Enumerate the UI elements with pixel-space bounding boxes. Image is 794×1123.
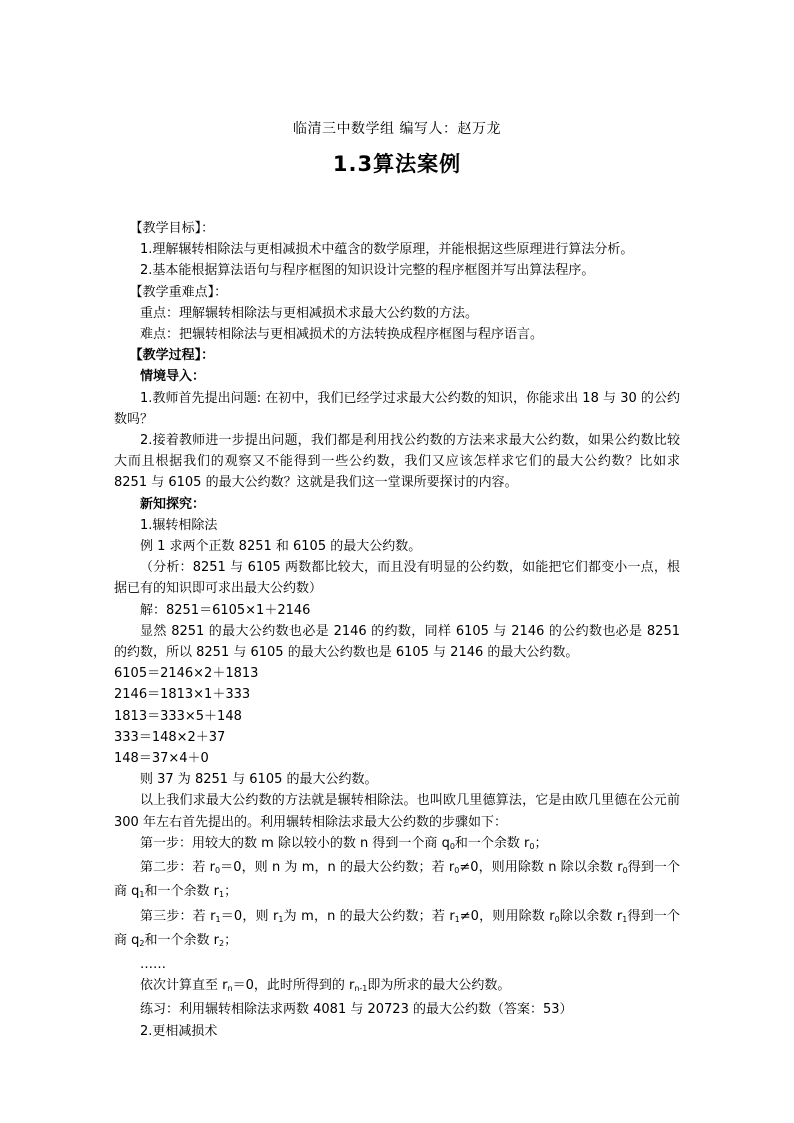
objective-1: 1.理解辗转相除法与更相减损术中蕴含的数学原理，并能根据这些原理进行算法分析。 <box>140 242 634 258</box>
subscript: n-1 <box>354 984 368 994</box>
process-heading: 【教学过程】： <box>129 348 215 364</box>
key-points-heading: 【教学重难点】： <box>129 284 228 300</box>
example-1-analysis: （分析：8251 与 6105 两数都比较大，而且没有明显的公约数，如能把它们都变小一点，根据已有的知识即可求出最大公约数） <box>114 560 680 597</box>
difficult-point: 难点：把辗转相除法与更相减损术的方法转换成程序框图与程序语言。 <box>140 327 544 343</box>
step-3-text: 和一个余数 r <box>144 932 219 948</box>
step-3-text: 得到一个商 q <box>114 908 680 948</box>
step-2-text: ≠0，则用除数 n 除以余数 r <box>459 860 623 876</box>
page-header: 临清三中数学组 编写人：赵万龙 <box>293 121 501 137</box>
section-2-title: 2.更相减损术 <box>140 1023 218 1039</box>
step-2 <box>114 857 680 905</box>
step-1-text: 第一步：用较大的数 m 除以较小的数 n 得到一个商 q <box>140 835 450 851</box>
step-3-text: ； <box>224 932 238 948</box>
subscript: 1 <box>218 890 225 900</box>
ellipsis: …… <box>140 956 166 972</box>
subscript: n <box>227 984 233 994</box>
objective-2: 2.基本能根据算法语句与程序框图的知识设计完整的程序框图并写出算法程序。 <box>140 263 595 279</box>
step-3-text: 除以余数 r <box>559 908 623 924</box>
equation-5: 148＝37×4＋0 <box>114 751 209 767</box>
subscript: 1 <box>454 914 460 924</box>
subscript: 1 <box>278 914 284 924</box>
equation-1: 6105＝2146×2＋1813 <box>114 666 259 682</box>
intro-paragraph-2: 2.接着教师进一步提出问题，我们都是利用找公约数的方法来求最大公约数，如果公约数比较大而且根据我们的观察又不能得到一些公约数，我们又应该怎样求它们的最大公约数？比如求 8251 与 6105 的最大公约数？这就是我们这一堂课所要探讨的内容。 <box>114 433 680 491</box>
equation-2: 2146＝1813×1＋333 <box>114 687 251 703</box>
final-step-text: 即为所求的最大公约数。 <box>367 978 511 994</box>
step-1-text: ； <box>534 835 548 851</box>
document-body <box>114 218 680 1042</box>
step-3-text: 为 m，n 的最大公约数；若 r <box>283 908 455 924</box>
objectives-heading: 【教学目标】： <box>129 221 215 236</box>
page-title: 1.3算法案例 <box>332 152 462 176</box>
subscript: 2 <box>218 938 225 948</box>
section-1-title: 1.辗转相除法 <box>140 517 218 533</box>
step-3-text: ＝0，则 r <box>220 908 279 924</box>
step-1-text: 和一个余数 r <box>454 835 530 851</box>
subscript: 0 <box>529 841 535 851</box>
step-3-text: ≠0，则用除数 r <box>459 908 555 924</box>
intro-heading: 情境导入： <box>140 369 206 385</box>
step-2-text: 得到一个商 q <box>114 860 681 900</box>
final-step-text: ＝0，此时所得到的 r <box>232 978 355 994</box>
euclid-paragraph: 以上我们求最大公约数的方法就是辗转相除法。也叫欧几里德算法，它是由欧几里德在公元前 300 年左右首先提出的。利用辗转相除法求最大公约数的步骤如下： <box>114 793 680 830</box>
step-3 <box>114 906 680 954</box>
solution-line: 解：8251＝6105×1＋2146 <box>140 602 311 618</box>
final-step <box>114 975 680 999</box>
new-knowledge-heading: 新知探究： <box>140 496 206 512</box>
intro-paragraph-1: 1.教师首先提出问题: 在初中，我们已经学过求最大公约数的知识，你能求出 18 与 30 的公约数吗？ <box>114 390 680 427</box>
practice-line: 练习：利用辗转相除法求两数 4081 与 20723 的最大公约数（答案：53） <box>140 1002 573 1018</box>
subscript: 0 <box>214 866 221 876</box>
subscript: 2 <box>139 938 145 948</box>
subscript: 0 <box>554 914 560 924</box>
equation-3: 1813＝333×5＋148 <box>114 708 242 724</box>
step-2-text: ； <box>224 884 238 900</box>
subscript: 0 <box>622 866 628 876</box>
subscript: 1 <box>139 890 145 900</box>
step-2-text: 第二步：若 r <box>140 860 215 876</box>
step-2-text: ＝0，则 n 为 m，n 的最大公约数；若 r <box>220 860 455 876</box>
final-step-text: 依次计算直至 r <box>140 978 228 994</box>
subscript: 0 <box>454 866 460 876</box>
step-1 <box>114 833 680 857</box>
reasoning-paragraph: 显然 8251 的最大公约数也必是 2146 的约数，同样 6105 与 2146 的公约数也必是 8251 的约数，所以 8251 与 6105 的最大公约数也是 6105 与 2146 的最大公约数。 <box>114 623 680 661</box>
example-1: 例 1 求两个正数 8251 和 6105 的最大公约数。 <box>140 539 422 555</box>
equation-4: 333＝148×2＋37 <box>114 729 226 745</box>
step-2-text: 和一个余数 r <box>144 884 219 900</box>
subscript: 1 <box>622 914 628 924</box>
key-point: 重点：理解辗转相除法与更相减损术求最大公约数的方法。 <box>140 305 479 321</box>
conclusion-line: 则 37 为 8251 与 6105 的最大公约数。 <box>140 772 378 788</box>
subscript: 0 <box>449 841 455 851</box>
step-3-text: 第三步：若 r <box>140 908 216 924</box>
subscript: 1 <box>215 914 221 924</box>
